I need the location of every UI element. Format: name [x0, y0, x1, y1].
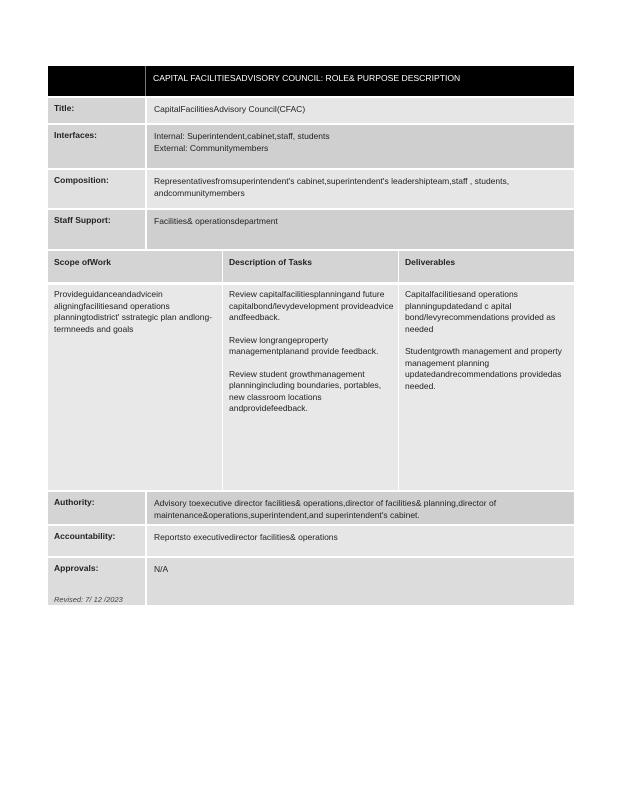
title-label: Title: [48, 98, 145, 123]
title-value: CapitalFacilitiesAdvisory Council(CFAC) [145, 98, 574, 123]
composition-row [48, 170, 574, 210]
deliverables-cell [398, 285, 574, 490]
accountability-row [48, 526, 574, 558]
accountability-label: Accountability: [48, 526, 145, 556]
document-title: CAPITAL FACILITIESADVISORY COUNCIL: ROLE& PURPOSE DESCRIPTION [145, 66, 574, 96]
interfaces-value [145, 125, 574, 168]
composition-value: Representativesfromsuperintendent's cabinet,superintendent's leadershipteam,staff , students, andcommunitymembers [145, 170, 574, 208]
table-header-row [48, 66, 574, 98]
authority-row [48, 492, 574, 526]
scope-paragraph: Provideguidanceandadvicein aligningfacilitiesand operations planningtodistrict' sstrategic plan andlong-termneeds and goals [54, 289, 213, 334]
header-blank-cell [48, 66, 145, 96]
approvals-label: Approvals: [48, 558, 145, 605]
columns-body-row [48, 285, 574, 492]
revised-date: Revised: 7/ 12 /2023 [54, 595, 123, 604]
task-item: Review student growthmanagement planningincluding boundaries, portables, new classroom locations andprovidefeedback. [229, 368, 382, 413]
interfaces-internal: Internal: Superintendent,cabinet,staff, students [154, 131, 330, 141]
task-item: Review capitalfacilitiesplanningand future capitalbond/levydevelopment provideadvice andfeedback. [229, 289, 394, 322]
staff-support-label: Staff Support: [48, 210, 145, 249]
staff-support-value: Facilities& operationsdepartment [145, 210, 574, 249]
accountability-value: Reportsto executivedirector facilities& operations [145, 526, 574, 556]
interfaces-label: Interfaces: [48, 125, 145, 168]
title-row [48, 98, 574, 125]
approvals-row [48, 558, 574, 607]
authority-label: Authority: [48, 492, 145, 524]
authority-value: Advisory toexecutive director facilities& operations,director of facilities& planning,director of maintenance&operations,superintendent,and superintendent's cabinet. [145, 492, 574, 524]
role-purpose-table [48, 66, 574, 607]
scope-header: Scope ofWork [54, 257, 111, 267]
deliverable-item: Studentgrowth management and property management planning updatedandrecommendations providedas needed. [405, 346, 562, 391]
columns-header-row [48, 251, 574, 285]
tasks-header: Description of Tasks [222, 251, 398, 282]
approvals-value: N/A [145, 558, 574, 605]
interfaces-external: External: Communitymembers [154, 143, 269, 153]
composition-label: Composition: [48, 170, 145, 208]
staff-support-row [48, 210, 574, 251]
deliverables-header: Deliverables [398, 251, 574, 282]
tasks-cell [222, 285, 398, 490]
deliverable-item: Capitalfacilitiesand operations planningupdatedand c apital bond/levyrecommendations provided as needed [405, 289, 556, 334]
scope-text [48, 285, 222, 490]
interfaces-row [48, 125, 574, 170]
task-item: Review longrangeproperty managementplanand provide feedback. [229, 334, 379, 356]
